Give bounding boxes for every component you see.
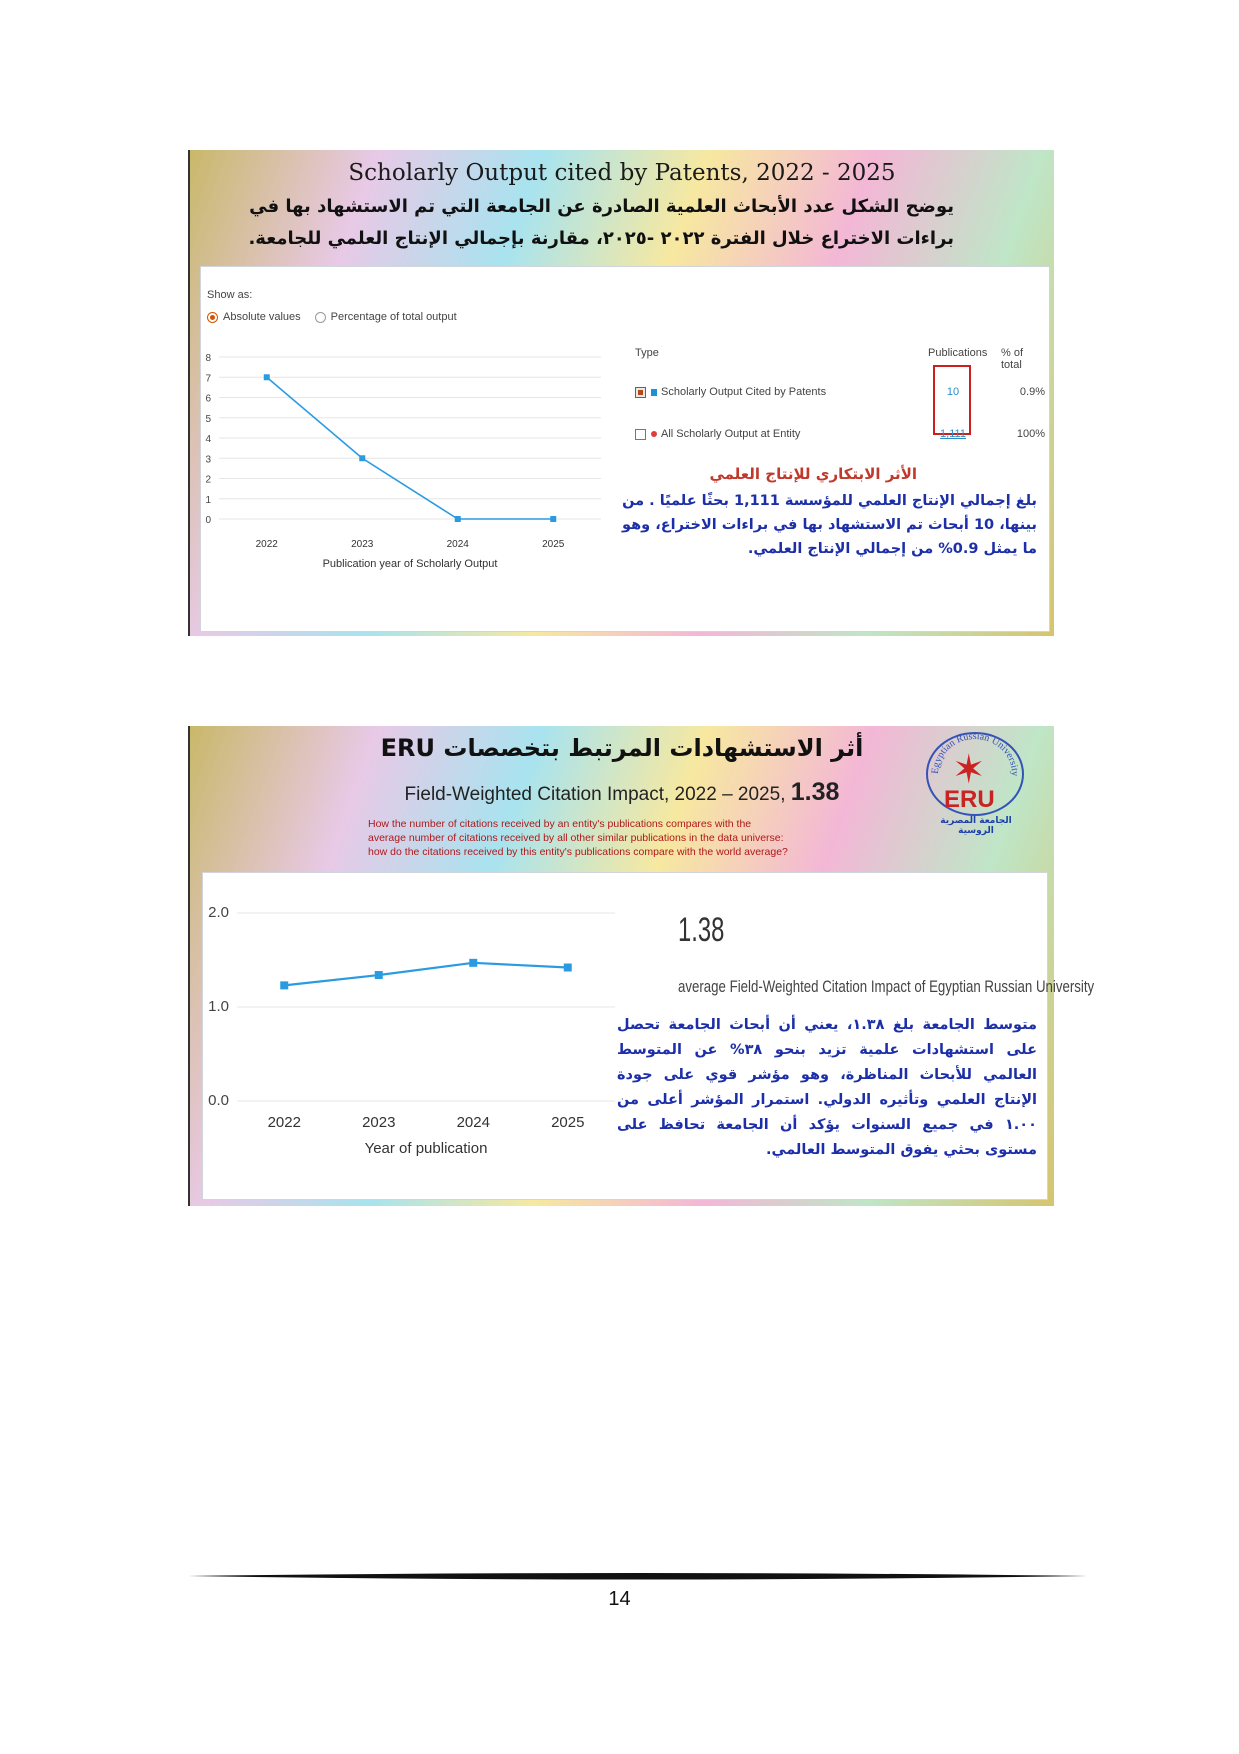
y-tick-label: 0	[205, 515, 211, 526]
panel1-arabic-line2: براءات الاختراع خلال الفترة ٢٠٢٢ -٢٠٢٥، مقارنة بإجمالي الإنتاج العلمي للجامعة.	[248, 228, 954, 249]
data-point	[375, 971, 383, 979]
data-point	[564, 964, 572, 972]
fwci-panel	[188, 726, 1095, 1206]
series-dot-icon	[651, 431, 657, 437]
fwci-big-value: 1.38	[678, 911, 725, 949]
radio-percentage[interactable]	[315, 311, 457, 323]
logo-arabic-text: الجامعة المصرية الروسية	[940, 816, 1012, 836]
row-label: Scholarly Output Cited by Patents	[661, 386, 827, 398]
fwci-line-chart	[203, 883, 643, 1183]
page-number: 14	[608, 1588, 631, 1610]
description-line: how do the citations received by this entity's publications compare with the world average?	[368, 846, 788, 858]
data-point	[455, 516, 461, 522]
innovation-heading: الأثر الابتكاري للإنتاج العلمي	[709, 465, 917, 483]
y-tick-label: 6	[205, 393, 211, 405]
data-point	[264, 374, 270, 380]
fwci-subtitle-text: Field-Weighted Citation Impact, 2022 – 2025,	[404, 784, 786, 805]
x-tick-label: 2023	[351, 539, 374, 550]
col-pct-header: % of total	[1001, 347, 1024, 371]
radio-selected-icon	[207, 312, 218, 323]
x-tick-label: 2025	[551, 1114, 585, 1131]
col-type-header: Type	[635, 347, 659, 359]
fwci-description	[368, 817, 888, 859]
panel1-arabic-line1: يوضح الشكل عدد الأبحاث العلمية الصادرة عن الجامعة التي تم الاستشهاد بها في	[249, 196, 954, 217]
y-tick-label: 1.0	[208, 998, 229, 1015]
series-line	[267, 377, 554, 519]
x-tick-label: 2025	[542, 539, 565, 550]
data-point	[550, 516, 556, 522]
y-tick-label: 0.0	[208, 1092, 229, 1109]
col-publications-header: Publications	[928, 347, 988, 359]
series-line	[284, 963, 568, 986]
x-tick-label: 2022	[255, 539, 278, 550]
x-tick-label: 2024	[456, 1114, 490, 1131]
row-label: All Scholarly Output at Entity	[661, 428, 801, 440]
fwci-arabic-body: متوسط الجامعة بلغ ١.٣٨، يعني أن أبحاث الجامعة تحصل على استشهادات علمية تزيد بنحو ٣٨% عن المتوسط العالمي للأبحاث المناظرة، وهو مؤشر قوي على جودة الإنتاج العلمي وتأثيره الدولي. استمرار المؤشر أعلى من ١.٠٠ في جميع السنوات يؤكد أن الجامعة تحافظ على مستوى بحثي يفوق المتوسط العالمي.	[617, 1017, 1037, 1158]
series-square-icon	[651, 389, 657, 396]
data-point	[280, 981, 288, 989]
show-as-label: Show as:	[207, 289, 253, 301]
footer-divider	[188, 1570, 1088, 1584]
logo-university-text: Egyptian Russian University	[929, 732, 1021, 777]
radio-absolute-label: Absolute values	[223, 311, 301, 323]
description-line: average number of citations received by all other similar publications in the data universe:	[368, 832, 784, 844]
data-point	[469, 959, 477, 967]
radio-absolute-values[interactable]	[207, 311, 301, 323]
fwci-average-label: average Field-Weighted Citation Impact of Egyptian Russian University	[678, 977, 1095, 996]
y-tick-label: 1	[205, 494, 211, 506]
row-pct: 0.9%	[1019, 386, 1045, 398]
y-tick-label: 4	[205, 434, 211, 445]
innovation-body: بلغ إجمالي الإنتاج العلمي للمؤسسة 1,111 بحثًا علميًا . من بينها، 10 أبحاث تم الاستشهاد بها في براءات الاختراع، وهو ما يمثل 0.9% من إجمالي الإنتاج العلمي.	[622, 493, 1037, 557]
radio-percentage-label: Percentage of total output	[330, 311, 457, 323]
row-publications[interactable]: 10	[946, 386, 960, 398]
data-point	[359, 455, 365, 461]
description-line: How the number of citations received by an entity's publications compares with the	[368, 818, 752, 830]
table-row	[635, 427, 1045, 449]
y-tick-label: 2.0	[208, 904, 229, 921]
star-icon: ✶	[952, 747, 986, 793]
panel1-title: Scholarly Output cited by Patents, 2022 - 2025	[348, 160, 896, 186]
patents-line-chart	[201, 347, 621, 577]
row-publications[interactable]: 1,111	[940, 428, 966, 440]
x-tick-label: 2024	[446, 539, 469, 550]
eru-logo	[922, 732, 1030, 836]
fwci-card	[202, 872, 1095, 1200]
x-axis-label: Publication year of Scholarly Output	[322, 558, 498, 570]
y-tick-label: 7	[205, 373, 211, 385]
row-pct: 100%	[1016, 428, 1045, 440]
fwci-subtitle-value: 1.38	[790, 778, 840, 806]
panel2-arabic-title: أثر الاستشهادات المرتبط بتخصصات ERU	[380, 734, 864, 762]
row-checkbox[interactable]	[635, 429, 646, 440]
y-tick-label: 2	[205, 474, 211, 486]
patents-panel	[188, 150, 1054, 636]
logo-eru-text: ERU	[944, 786, 995, 813]
radio-unselected-icon	[315, 312, 326, 323]
x-axis-label: Year of publication	[364, 1140, 488, 1157]
patents-card	[200, 266, 1050, 632]
x-tick-label: 2022	[267, 1114, 301, 1131]
y-tick-label: 3	[205, 454, 211, 466]
row-checkbox[interactable]	[635, 387, 646, 398]
x-tick-label: 2023	[362, 1114, 396, 1131]
y-tick-label: 5	[205, 413, 211, 425]
y-tick-label: 8	[205, 353, 211, 364]
table-row	[635, 385, 1045, 407]
show-as-options	[207, 311, 457, 323]
